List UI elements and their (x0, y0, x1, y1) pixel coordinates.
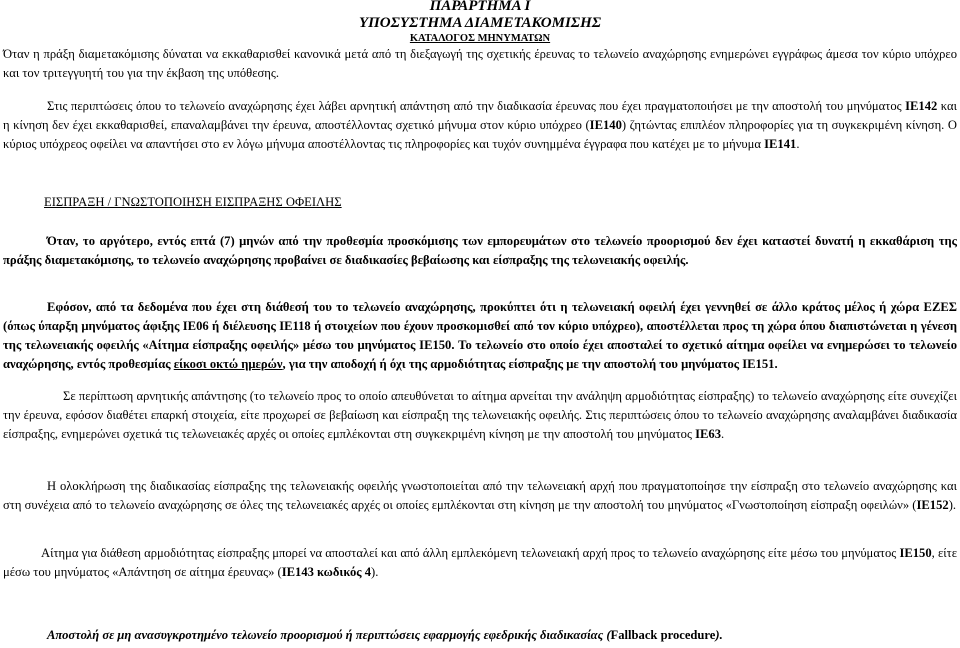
text-span: , είτε μέσω του μηνύματος «Απάντηση σε αίτημα έρευνας» ( (3, 546, 957, 579)
paragraph-negative-reply (3, 97, 957, 154)
paragraph-negative-answer (3, 387, 957, 444)
deadline-text: είκοσι οκτώ ημερών (173, 357, 283, 371)
message-code: IE141 (764, 137, 797, 151)
annex-title: ΠΑΡΑΡΤΗΜΑ Ι (429, 0, 531, 14)
text-span: . (796, 137, 800, 151)
message-code: IE143 κωδικός 4 (281, 565, 372, 579)
text-span: Στις περιπτώσεις όπου το τελωνείο αναχώρησης έχει λάβει αρνητική απάντηση από την διαδικασία έρευνας που έχει πραγματοποιήσει με την αποστολή του μηνύματος (47, 99, 906, 113)
text-span: Αποστολή σε μη ανασυγκροτημένο τελωνείο προορισμού ή περιπτώσεις εφαρμογής εφεδρικής διαδικασίας ( (47, 628, 611, 642)
message-code: IE150 (899, 546, 932, 560)
section-heading: ΕΙΣΠΡΑΞΗ / ΓΝΩΣΤΟΠΟΙΗΣΗ ΕΙΣΠΡΑΞΗΣ ΟΦΕΙΛΗΣ (44, 195, 342, 209)
fallback-term: Fallback procedure (610, 628, 716, 642)
paragraph-request-other-authority (3, 544, 957, 582)
message-code: IE142 (905, 99, 938, 113)
paragraph-fallback-heading (3, 626, 957, 645)
text-span: ). (715, 628, 723, 642)
subsystem-title: ΥΠΟΣΥΣΤΗΜΑ ΔΙΑΜΕΤΑΚΟΜΙΣΗΣ (358, 15, 602, 31)
text-span: Σε περίπτωση αρνητικής απάντησης (το τελωνείο προς το οποίο απευθύνεται το αίτημα αρνείται την ανάληψη αρμοδιότητας είσπραξης) το τελωνείο αναχώρησης είτε συνεχίζει την έρευνα, εφόσον διαθέτει επαρκή στοιχεία, είτε προχωρεί σε βεβαίωση και είσπραξη της τελωνειακής οφειλής. Στις περιπτώσεις όπου το τελωνείο αναχώρησης αναλαμβάνει διαδικασία είσπραξης, ενημερώνει σχετικά τις τελωνειακές αρχές οι οποίες εμπλέκονται στη συγκεκριμένη κίνηση με την αποστολή του μηνύματος (3, 389, 957, 441)
text-span: και η κίνηση δεν έχει εκκαθαρισθεί, επαναλαμβάνει την έρευνα, αποστέλλοντας σχετικό μήνυμα στον κύριο υπόχρεο ( (3, 99, 958, 132)
text-span: ) ζητώντας επιπλέον πληροφορίες για τη συγκεκριμένη κίνηση. Ο κύριος υπόχρεος οφείλει να απαντήσει στο εν λόγω μήνυμα αποστέλλοντας τις πληροφορίες και τυχόν συνημμένα έγγραφα που κατέχει με το μήνυμα (3, 118, 958, 151)
text-span: Αίτημα για διάθεση αρμοδιότητας είσπραξης μπορεί να αποσταλεί και από άλλη εμπλεκόμενη τελωνειακή αρχή προς το τελωνείο αναχώρησης είτε μέσω του μηνύματος (41, 546, 900, 560)
message-code: IE140 (589, 118, 622, 132)
text-span: Η ολοκλήρωση της διαδικασίας είσπραξης της τελωνειακής οφειλής γνωστοποιείται από την τελωνειακή αρχή που πραγματοποίησε την είσπραξη στο τελωνείο αναχώρησης και στη συνέχεια από το τελωνείο αναχώρησης σε όλες της τελωνειακές αρχές οι οποίες εμπλέκονται στη κίνηση με την αποστολή του μηνύματος «Γνωστοποίηση είσπραξη οφειλών» ( (3, 479, 957, 512)
text-span: Εφόσον, από τα δεδομένα που έχει στη διάθεσή του το τελωνείο αναχώρησης, προκύπτει ότι η τελωνειακή οφειλή έχει γεννηθεί σε άλλο κράτος μέλος ή χώρα ΕΖΕΣ (όπως ύπαρξη μηνύματος άφιξης ΙΕ06 ή διέλευσης ΙΕ118 ή στοιχείων που έχουν προσκομισθεί από τον κύριο υπόχρεο), αποστέλλεται προς τη χώρα όπου διαπιστώνεται η γένεση της τελωνειακής οφειλής «Αίτημα είσπραξης οφειλής» μέσω του μηνύματος IE150. Το τελωνείο στο οποίο έχει αποσταλεί το σχετικό αίτημα οφείλει να ενημερώσει το τελωνείο αναχώρησης, εντός προθεσμίας (3, 300, 957, 371)
message-code: IE152 (916, 498, 949, 512)
text-span: . (721, 427, 725, 441)
text-span: ). (371, 565, 379, 579)
paragraph-clearance-notice: Όταν η πράξη διαμετακόμισης δύναται να εκκαθαρισθεί κανονικά μετά από τη διεξαγωγή της σχετικής έρευνας το τελωνείο αναχώρησης ενημερώνει εγγράφως άμεσα τον κύριο υπόχρεο και τον τριτεγγυητή του για την έκβαση της υπόθεσης. (3, 47, 957, 80)
text-span: Όταν, το αργότερο, εντός επτά (7) μηνών από την προθεσμία προσκόμισης των εμπορευμάτων στο τελωνείο προορισμού δεν έχει καταστεί δυνατή η εκκαθάριση της πράξης διαμετακόμισης, το τελωνείο αναχώρησης προβαίνει σε διαδικασίες βεβαίωσης και είσπραξης της τελωνειακής οφειλής. (3, 234, 957, 267)
text-span: ). (948, 498, 957, 512)
text-span: , για την αποδοχή ή όχι της αρμοδιότητας είσπραξης με την αποστολή του μηνύματος IE151. (282, 357, 778, 371)
message-catalog-title: ΚΑΤΑΛΟΓΟΣ ΜΗΝΥΜΑΤΩΝ (409, 33, 551, 44)
paragraph-debt-other-state (3, 298, 957, 374)
message-code: IE63 (695, 427, 722, 441)
paragraph-seven-months (3, 232, 957, 270)
paragraph-collection-complete (3, 477, 957, 515)
